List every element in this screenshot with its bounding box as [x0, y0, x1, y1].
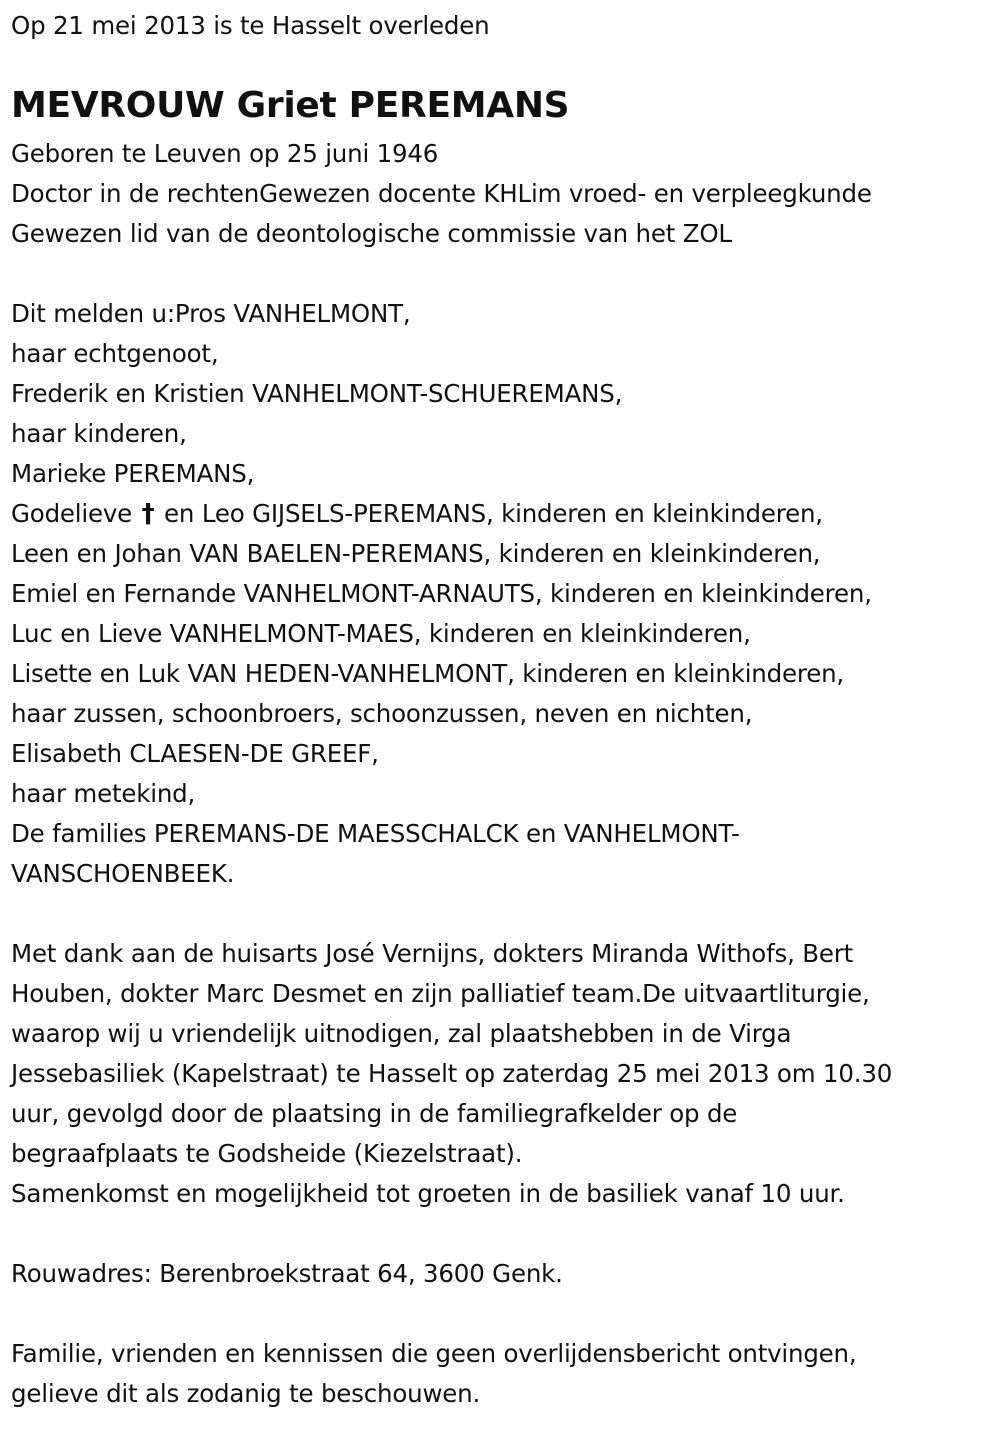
biography	[11, 134, 872, 254]
death-announcement: Op 21 mei 2013 is te Hasselt overleden	[11, 11, 490, 40]
thanks-line: Jessebasiliek (Kapelstraat) te Hasselt op zaterdag 25 mei 2013 om 10.30	[11, 1059, 893, 1088]
closing-note	[11, 1334, 856, 1414]
cross-icon: †	[141, 499, 155, 529]
thanks-paragraph	[11, 934, 892, 1214]
thanks-line: Samenkomst en mogelijkheid tot groeten in de basiliek vanaf 10 uur.	[11, 1179, 845, 1208]
family-line: VANSCHOENBEEK.	[11, 859, 235, 888]
thanks-line: Houben, dokter Marc Desmet en zijn palliatief team.De uitvaartliturgie,	[11, 979, 870, 1008]
family-line: Marieke PEREMANS,	[11, 459, 255, 488]
deceased-name: MEVROUW Griet PEREMANS	[11, 85, 570, 126]
thanks-line: waarop wij u vriendelijk uitnodigen, zal plaatshebben in de Virga	[11, 1019, 792, 1048]
family-line-text: Godelieve	[11, 499, 140, 528]
family-line: Lisette en Luk VAN HEDEN-VANHELMONT, kinderen en kleinkinderen,	[11, 659, 844, 688]
thanks-line: Met dank aan de huisarts José Vernijns, dokters Miranda Withofs, Bert	[11, 939, 854, 968]
family-line: haar metekind,	[11, 779, 196, 808]
family-line: Elisabeth CLAESEN-DE GREEF,	[11, 739, 379, 768]
family-line-text: en Leo GIJSELS-PEREMANS, kinderen en kleinkinderen,	[156, 499, 823, 528]
closing-line: Familie, vrienden en kennissen die geen overlijdensbericht ontvingen,	[11, 1339, 857, 1368]
family-line: haar echtgenoot,	[11, 339, 219, 368]
family-line: haar zussen, schoonbroers, schoonzussen, neven en nichten,	[11, 699, 753, 728]
family-list	[11, 294, 872, 894]
mourning-address	[11, 1254, 563, 1294]
family-line	[11, 494, 872, 534]
family-line: Dit melden u:Pros VANHELMONT,	[11, 299, 411, 328]
closing-line: gelieve dit als zodanig te beschouwen.	[11, 1379, 481, 1408]
thanks-line: begraafplaats te Godsheide (Kiezelstraat).	[11, 1139, 523, 1168]
family-line: haar kinderen,	[11, 419, 187, 448]
bio-line: Geboren te Leuven op 25 juni 1946	[11, 139, 439, 168]
family-line: Leen en Johan VAN BAELEN-PEREMANS, kinderen en kleinkinderen,	[11, 539, 821, 568]
bio-line: Doctor in de rechtenGewezen docente KHLim vroed- en verpleegkunde	[11, 179, 872, 208]
family-line: De families PEREMANS-DE MAESSCHALCK en VANHELMONT-	[11, 819, 740, 848]
family-line: Frederik en Kristien VANHELMONT-SCHUEREMANS,	[11, 379, 623, 408]
family-line: Emiel en Fernande VANHELMONT-ARNAUTS, kinderen en kleinkinderen,	[11, 579, 872, 608]
bio-line: Gewezen lid van de deontologische commissie van het ZOL	[11, 219, 732, 248]
address-line: Rouwadres: Berenbroekstraat 64, 3600 Genk.	[11, 1259, 563, 1288]
family-line: Luc en Lieve VANHELMONT-MAES, kinderen en kleinkinderen,	[11, 619, 751, 648]
thanks-line: uur, gevolgd door de plaatsing in de familiegrafkelder op de	[11, 1099, 738, 1128]
